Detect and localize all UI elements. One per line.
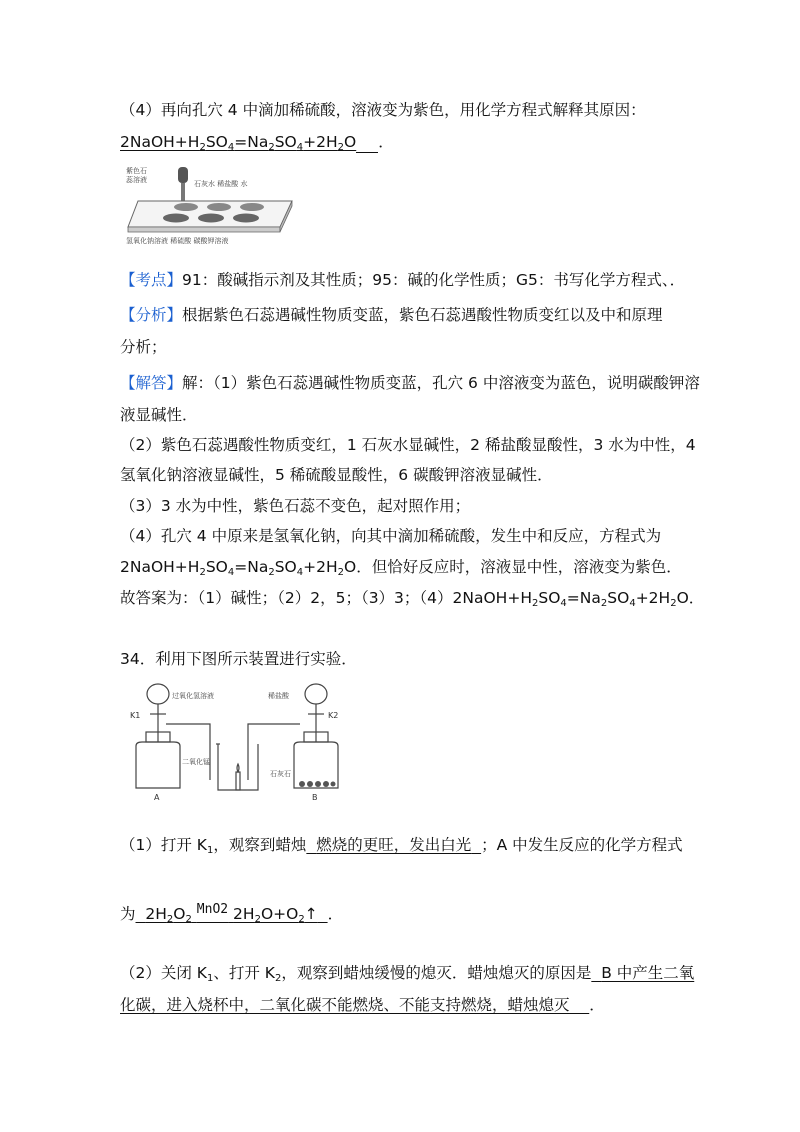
dropper-bulb — [178, 167, 188, 183]
jieda-line-1 — [120, 372, 700, 394]
catalyst-condition: MnO2 — [196, 902, 229, 917]
well-5 — [198, 214, 224, 223]
q34-part2-line2 — [120, 994, 680, 1016]
label-k2: K2 — [328, 711, 339, 720]
text: （2）关闭 $K_1$、打开 $K_2$，观察到蜡烛缓慢的熄灭．蜡烛熄灭的原因是 — [120, 964, 592, 984]
well-2 — [207, 203, 231, 211]
kaodian-line — [120, 269, 686, 291]
label-bottom-reagents: 氢氧化钠溶液 稀硫酸 碳酸钾溶液 — [126, 237, 229, 245]
fenxi-line-1 — [120, 304, 680, 326]
q34-part2-answer-1: B 中产生二氧 — [601, 964, 695, 982]
answer-summary: 故答案为：（1）碱性；（2）2，5；（3）3；$(4)2NaOH+H_2SO_4=Na_2SO_4+2H_2O$． — [120, 589, 705, 609]
jieda-line-5: （3）3 水为中性，紫色石蕊不变色，起对照作用； — [120, 497, 471, 515]
jieda-line-3: （2）紫色石蕊遇酸性物质变红，1 石灰水显碱性，2 稀盐酸显酸性，3 水为中性，4 — [120, 436, 696, 454]
sub: 1 — [206, 845, 214, 856]
funnel-a — [147, 684, 169, 704]
fenxi-tag: 【分析】 — [120, 306, 183, 324]
q33-part4-question: （4）再向孔穴 4 中滴加稀硫酸，溶液变为紫色，用化学方程式解释其原因： — [120, 101, 646, 119]
label-litmus-1: 紫色石 — [126, 167, 147, 175]
q34-part2-line1 — [120, 962, 695, 984]
kaodian-text: 91：酸碱指示剂及其性质；95：碱的化学性质；G5：书写化学方程式、． — [182, 271, 686, 289]
candle-flame — [237, 764, 239, 772]
fenxi-text-1: 根据紫色石蕊遇碱性物质变蓝，紫色石蕊遇酸性物质变红以及中和原理 — [182, 306, 663, 324]
q34-stem: 34．利用下图所示装置进行实验． — [120, 650, 357, 668]
q34-part1-answer: 燃烧的更旺，发出白光 — [316, 836, 472, 854]
q34-part1-equation: $2H_2O_2$ $^{MnO2}$ $2H_2O+O_2↑$ — [145, 902, 318, 925]
jieda-line-2: 液显碱性． — [120, 406, 198, 424]
text: ；A 中发生反应的化学方程式 — [481, 836, 683, 854]
well-1 — [174, 203, 198, 211]
punct: ． — [327, 905, 344, 923]
candle — [236, 772, 240, 790]
label-b: B — [312, 793, 318, 802]
label-limestone: 石灰石 — [270, 770, 291, 778]
well-4 — [163, 214, 189, 223]
text: （1）打开 K — [120, 836, 207, 854]
label-litmus-2: 蕊溶液 — [126, 176, 147, 184]
label-a: A — [154, 793, 160, 802]
text: 为 — [120, 905, 136, 923]
q34-part1-line2 — [120, 903, 680, 927]
label-mno2: 二氧化锰 — [182, 758, 210, 766]
punct: ． — [378, 133, 394, 151]
q33-part4-answer: $2NaOH+H_2SO_4=Na_2SO_4+2H_2O$ — [120, 133, 357, 153]
text: ，观察到蜡烛 — [213, 836, 307, 854]
jieda-tag: 【解答】 — [120, 374, 183, 392]
well-3 — [240, 203, 264, 211]
jieda-line-6: （4）孔穴 4 中原来是氢氧化钠，向其中滴加稀硫酸，发生中和反应，方程式为 — [120, 527, 662, 545]
bottle-a — [136, 742, 180, 788]
jieda-line-4: 氢氧化钠溶液显碱性，5 稀硫酸显酸性，6 碳酸钾溶液显碱性． — [120, 466, 553, 484]
q33-part4-answer-line — [120, 131, 680, 153]
beaker — [218, 744, 258, 790]
jieda-text-1: 解：（1）紫色石蕊遇碱性物质变蓝，孔穴 6 中溶液变为蓝色，说明碳酸钾溶 — [182, 374, 700, 392]
fenxi-line-2: 分析； — [120, 338, 167, 356]
tube-a — [166, 724, 210, 780]
spot-plate-figure — [124, 165, 300, 247]
kaodian-tag: 【考点】 — [120, 271, 183, 289]
answer-blank — [356, 134, 378, 153]
q34-part1-line1 — [120, 834, 683, 856]
jieda-line-7: $2NaOH+H_2SO_4=Na_2SO_4+2H_2O$．但恰好反应时，溶液显中性，溶液变为紫色． — [120, 558, 682, 578]
bottle-b — [294, 742, 338, 788]
label-hcl: 稀盐酸 — [268, 692, 289, 700]
label-top-reagents: 石灰水 稀盐酸 水 — [194, 180, 248, 188]
apparatus-figure — [130, 680, 350, 802]
punct: ． — [589, 996, 605, 1014]
label-k1: K1 — [130, 711, 141, 720]
label-h2o2: 过氧化氢溶液 — [172, 692, 214, 700]
q34-part2-answer-2: 化碳，进入烧杯中，二氧化碳不能燃烧、不能支持燃烧，蜡烛熄灭 — [120, 996, 570, 1014]
well-6 — [233, 214, 259, 223]
plate-side — [128, 227, 280, 232]
funnel-b — [305, 684, 327, 704]
